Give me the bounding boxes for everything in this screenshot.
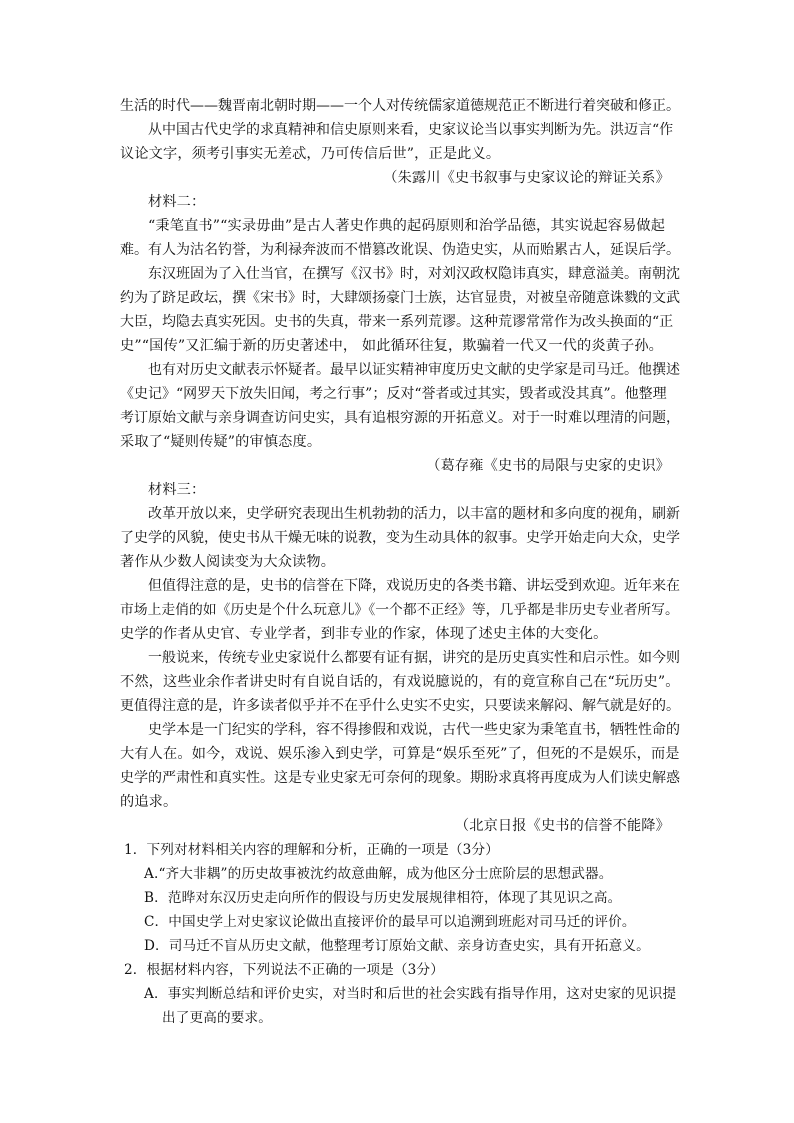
question-1-option-b: B．范晔对东汉历史走向所作的假设与历史发展规律相符，体现了其见识之高。: [144, 890, 622, 906]
text-line: 难。有人为沽名钓誉，为利禄奔波而不惜篡改讹误、伪造史实，从而贻累古人，延误后学。: [120, 242, 680, 258]
text-line: 不然，这些业余作者讲史时有自说自话的，有戏说臆说的，有的竟宣称自己在“玩历史”。: [120, 674, 680, 690]
text-line: 著作从少数人阅读变为大众读物。: [120, 554, 336, 570]
text-line: 更值得注意的是，许多读者似乎并不在乎什么史实不史实，只要读来解闷、解气就是好的。: [120, 698, 680, 714]
text-line: 议论文字，须考引事实无差忒，乃可传信后世”，正是此义。: [120, 146, 501, 162]
section-heading: 材料三：: [148, 482, 206, 498]
source-citation: （北京日报《史书的信誉不能降》: [454, 818, 670, 834]
text-line: 从中国古代史学的求真精神和信史原则来看，史家议论当以事实判断为先。洪迈言“作: [148, 122, 674, 138]
text-line: 大有人在。如今，戏说、娱乐渗入到史学，可算是“娱乐至死”了，但死的不是娱乐，而是: [120, 746, 680, 762]
text-line: 史”“国传”又汇编于新的历史著述中， 如此循环往复，欺骗着一代又一代的炎黄子孙。: [120, 338, 664, 354]
text-line: 也有对历史文献表示怀疑者。最早以证实精神审度历史文献的史学家是司马迁。他撰述: [148, 362, 680, 378]
text-line: 市场上走俏的如《历史是个什么玩意儿》《一个都不正经》等，几乎都是非历史专业者所写。: [120, 602, 679, 618]
text-line: 考订原始文献与亲身调查访问史实，具有追根穷源的开拓意义。对于一时难以理清的问题，: [120, 410, 680, 426]
text-line: “秉笔直书”“实录毋曲”是古人著史作典的起码原则和治学品德，其实说起容易做起: [148, 218, 666, 234]
source-citation: （朱露川《史书叙事与史家议论的辩证关系》: [383, 170, 670, 186]
text-line: 生活的时代——魏晋南北朝时期——一个人对传统儒家道德规范正不断进行着突破和修正。: [120, 98, 680, 114]
text-line: 约为了跻足政坛，撰《宋书》时，大肆颂扬豪门士族，达官显贵，对被皇帝随意诛戮的文武: [120, 290, 680, 306]
source-citation: （葛存雍《史书的局限与史家的史识》: [426, 458, 670, 474]
question-1-option-d: D．司马迁不盲从历史文献，他整理考订原始文献、亲身访查史实，具有开拓意义。: [144, 938, 650, 954]
text-line: 大臣，均隐去真实死因。史书的失真，带来一系列荒谬。这种荒谬常常作为改头换面的“正: [120, 314, 674, 330]
text-line: 的追求。: [120, 794, 178, 810]
question-1: 1．下列对材料相关内容的理解和分析，正确的一项是（3分）: [124, 842, 499, 858]
text-line: 一般说来，传统专业史家说什么都要有证有据，讲究的是历史真实性和启示性。如今则: [148, 650, 680, 666]
text-line: 史学的作者从史官、专业学者，到非专业的作家，体现了述史主体的大变化。: [120, 626, 608, 642]
text-line: 史学的严肃性和真实性。这是专业史家无可奈何的现象。期盼求真将再度成为人们读史解惑: [120, 770, 680, 786]
question-2-option-a: A．事实判断总结和评价史实，对当时和后世的社会实践有指导作用，这对史家的见识提: [144, 986, 677, 1002]
text-line: 东汉班固为了入仕当官，在撰写《汉书》时，对刘汉政权隐讳真实，肆意溢美。南朝沈: [148, 266, 680, 282]
text-line: 采取了“疑则传疑”的审慎态度。: [120, 434, 322, 450]
question-2: 2．根据材料内容，下列说法不正确的一项是（3分）: [124, 962, 444, 978]
question-1-option-a: A.“齐大非耦”的历史故事被沈约故意曲解，成为他区分士庶阶层的思想武器。: [144, 866, 613, 882]
section-heading: 材料二：: [148, 194, 206, 210]
text-line: 但值得注意的是，史书的信誉在下降，戏说历史的各类书籍、讲坛受到欢迎。近年来在: [148, 578, 680, 594]
question-2-option-a-continued: 出了更高的要求。: [162, 1010, 272, 1026]
text-line: 史学本是一门纪实的学科，容不得掺假和戏说，古代一些史家为秉笔直书，牺牲性命的: [148, 722, 680, 738]
text-line: 了史学的风貌，使史书从干燥无味的说教，变为生动具体的叙事。史学开始走向大众，史学: [120, 530, 680, 546]
text-line: 《史记》“网罗天下放失旧闻，考之行事”；反对“誉者或过其实，毁者或没其真”。他整理: [120, 386, 667, 402]
question-1-option-c: C．中国史学上对史家议论做出直接评价的最早可以追溯到班彪对司马迁的评价。: [144, 914, 636, 930]
text-line: 改革开放以来，史学研究表现出生机勃勃的活力，以丰富的题材和多向度的视角，刷新: [148, 506, 680, 522]
